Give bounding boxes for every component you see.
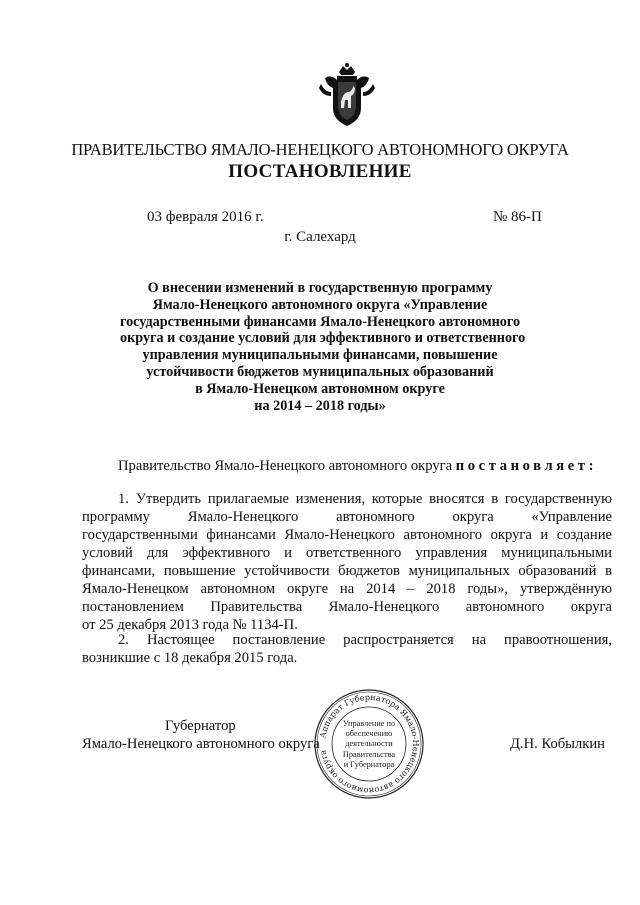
paragraph-2 bbox=[82, 631, 612, 667]
heading-line: в Ямало-Ненецком автономном округе bbox=[195, 380, 445, 397]
paragraph-line: 1. Утвердить прилагаемые изменения, которые вносятся в государственную bbox=[118, 491, 612, 507]
seal-line: и Губернатора bbox=[343, 759, 395, 769]
document-heading bbox=[120, 280, 526, 414]
seal-ring-text: Аппарат Губернатора Ямало-Ненецкого автономного округа bbox=[317, 691, 422, 797]
paragraph-1 bbox=[82, 490, 612, 634]
paragraph-line: от 25 декабря 2013 года № 1134-П. bbox=[82, 617, 298, 633]
document-type-title: ПОСТАНОВЛЕНИЕ bbox=[228, 161, 412, 182]
coat-of-arms-emblem bbox=[317, 62, 377, 128]
heading-line: на 2014 – 2018 годы» bbox=[254, 397, 386, 414]
seal-line: Правительства bbox=[342, 749, 396, 759]
seal-line: Управление по bbox=[342, 719, 396, 728]
seal-line: обеспечению bbox=[345, 729, 393, 739]
paragraph-line: Ямало-Ненецком автономном округе на 2014 – 2018 годы», утверждённую bbox=[82, 581, 612, 597]
preamble-text: Правительство Ямало-Ненецкого автономного округа bbox=[118, 458, 453, 474]
heading-line: управления муниципальными финансами, повышение bbox=[142, 347, 498, 364]
government-title: ПРАВИТЕЛЬСТВО ЯМАЛО-НЕНЕЦКОГО АВТОНОМНОГО ОКРУГА bbox=[71, 140, 569, 159]
heading-line: устойчивости бюджетов муниципальных образований bbox=[146, 363, 494, 380]
signer-organization: Ямало-Ненецкого автономного округа bbox=[82, 736, 320, 752]
paragraph-line: программу Ямало-Ненецкого автономного округа «Управление bbox=[82, 509, 612, 525]
signer-role: Губернатор bbox=[165, 718, 236, 734]
paragraph-line: 2. Настоящее постановление распространяется на правоотношения, bbox=[118, 632, 612, 648]
document-number: № 86-П bbox=[493, 209, 542, 225]
paragraph-line: государственными финансами Ямало-Ненецкого автономного округа и создание bbox=[82, 527, 612, 543]
seal-center-text bbox=[313, 719, 425, 770]
signer-name: Д.Н. Кобылкин bbox=[510, 736, 605, 752]
heading-line: Ямало-Ненецкого автономного округа «Управление bbox=[152, 296, 488, 313]
paragraph-line: возникшие с 18 декабря 2015 года. bbox=[82, 650, 298, 666]
heading-line: округа и создание условий для эффективного и ответственного bbox=[120, 330, 526, 347]
seal-line: деятельности bbox=[345, 739, 393, 749]
heading-line: О внесении изменений в государственную программу bbox=[147, 280, 493, 296]
document-date: 03 февраля 2016 г. bbox=[147, 209, 264, 225]
preamble-verb: постановляет: bbox=[455, 458, 598, 474]
preamble bbox=[118, 458, 597, 475]
paragraph-line: постановлением Правительства Ямало-Ненецкого автономного округа bbox=[82, 599, 612, 615]
paragraph-line: условий для эффективного и ответственного управления муниципальными bbox=[82, 545, 612, 561]
heading-line: государственными финансами Ямало-Ненецкого автономного bbox=[120, 313, 521, 330]
paragraph-line: финансами, повышение устойчивости бюджетов муниципальных образований в bbox=[82, 563, 612, 579]
document-city: г. Салехард bbox=[284, 229, 356, 245]
